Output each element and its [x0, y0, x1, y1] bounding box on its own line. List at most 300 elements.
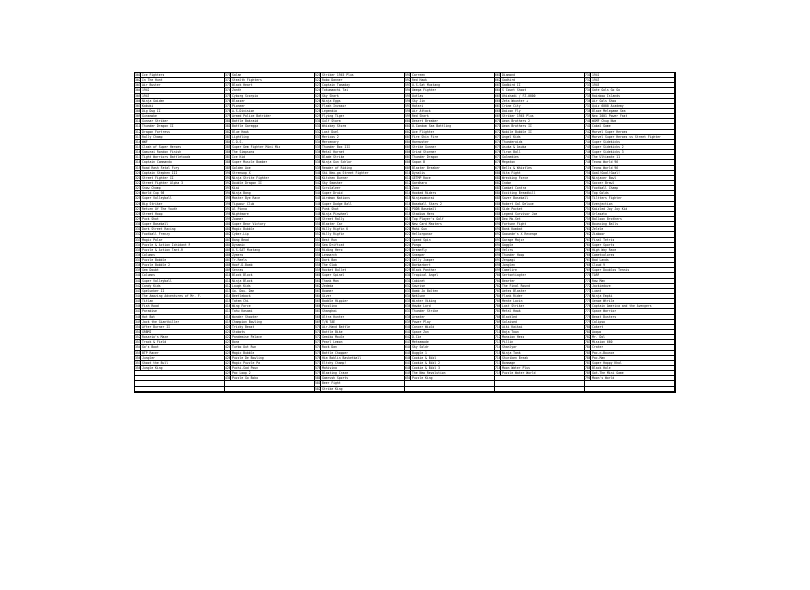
game-number: 549 [315, 216, 321, 221]
game-title: Super Muscle Bomber [232, 160, 268, 165]
game-number: 523 [315, 83, 321, 88]
game-title: Baseball Stars 2 [412, 201, 442, 206]
game-entry [225, 387, 315, 392]
game-number: 538 [315, 160, 321, 165]
game-title: In The Hunt [142, 78, 163, 83]
game-title: Bells & Whistles [502, 165, 532, 170]
game-entry [495, 387, 585, 392]
game-number: 397 [225, 206, 231, 211]
game-number: 325 [135, 196, 141, 201]
game-number: 712 [495, 335, 501, 340]
game-number: 789 [585, 371, 591, 376]
game-number: 624 [405, 242, 411, 247]
game-number: 775 [585, 299, 591, 304]
game-number: 757 [585, 206, 591, 211]
game-number: 592 [405, 78, 411, 83]
game-title: Shanlyar [502, 345, 517, 350]
game-number: 601 [405, 124, 411, 129]
game-number: 664 [495, 88, 501, 93]
game-number: 522 [315, 78, 321, 83]
game-title: Side Pocket [502, 206, 523, 211]
game-number: 409 [225, 268, 231, 273]
game-title: Aetes Blaster [502, 288, 527, 293]
game-title: Speed Spin [412, 237, 431, 242]
game-number: 632 [405, 283, 411, 288]
game-number: 355 [135, 350, 141, 355]
game-title: Boomer [322, 288, 334, 293]
game-number: 408 [225, 263, 231, 268]
game-number: 716 [495, 355, 501, 360]
game-number: 345 [135, 299, 141, 304]
game-title: Battle Garegga [232, 124, 259, 129]
game-number: 415 [225, 299, 231, 304]
game-number: 553 [315, 237, 321, 242]
game-number: 420 [225, 324, 231, 329]
game-number: 334 [135, 242, 141, 247]
game-title: Gelly Jumper [412, 258, 435, 263]
game-title: Whiskey Storm [322, 124, 347, 129]
game-title: Cookie & Bibl [412, 355, 437, 360]
game-number: 330 [135, 222, 141, 227]
game-title: Final Tetris [592, 237, 615, 242]
game-number: 576 [315, 355, 321, 360]
game-title: Al Pinna [232, 206, 247, 211]
game-title: Space Warrior [592, 309, 617, 314]
game-title: Beetleback [232, 294, 251, 299]
game-number: 754 [585, 191, 591, 196]
game-number: 392 [225, 180, 231, 185]
game-number: 582 [315, 386, 321, 391]
game-title: Legend Survivor Joe [502, 211, 538, 216]
game-title: Gunsmoke [142, 114, 157, 119]
game-number: 315 [135, 144, 141, 149]
game-number: 756 [585, 201, 591, 206]
game-title: Daicon Fly [502, 108, 521, 113]
game-number: 318 [135, 160, 141, 165]
game-number: 785 [585, 350, 591, 355]
game-title: Blackled [502, 314, 517, 319]
game-title: Crime City [502, 103, 521, 108]
game-title: New Card Masters [412, 222, 442, 227]
game-number: 529 [315, 114, 321, 119]
game-title: Super Sidekicks [592, 139, 620, 144]
game-title: Neklune [412, 294, 426, 299]
game-number: 407 [225, 258, 231, 263]
game-title: Wrecking Force [502, 175, 529, 180]
game-title: Scrolaleer [322, 186, 341, 191]
game-title: Spelunker II [142, 288, 165, 293]
game-title: Hellorganar [412, 232, 433, 237]
game-title: Cloud 9 [592, 263, 606, 268]
game-number: 543 [315, 186, 321, 191]
game-title: Bank Kombat [502, 227, 523, 232]
game-title: Kaizled Joy Joy Kid [592, 206, 628, 211]
game-title: WWF [142, 139, 148, 144]
game-number: 322 [135, 180, 141, 185]
game-title: Street Hoop [142, 211, 163, 216]
game-number: 764 [585, 242, 591, 247]
game-title: Dragon Fortress [142, 129, 170, 134]
game-number: 419 [225, 319, 231, 324]
game-title: Fish Road [142, 304, 159, 309]
game-title: Dig Dug II [142, 108, 161, 113]
game-title: Return Of The Youth [142, 206, 178, 211]
game-title: Rosario's Maze [142, 335, 169, 340]
game-title: Super Bear Victory [232, 222, 266, 227]
game-title: Desert Breaker [412, 119, 439, 124]
game-title: Hot Bot [142, 314, 156, 319]
game-number: 717 [495, 360, 501, 365]
game-title: Air Attack [412, 108, 431, 113]
game-title: Super Druid [322, 191, 343, 196]
game-number: 671 [495, 124, 501, 129]
game-title: Thunder Box III [322, 144, 350, 149]
game-title: Sea Driftcat [322, 242, 345, 247]
game-title: Super Doublos Tennis [592, 268, 630, 273]
game-title: Go. Dou. Dan [232, 288, 255, 293]
game-number: 610 [405, 170, 411, 175]
game-title: Puchi-Sad Poun [232, 366, 259, 371]
game-title: Senras [232, 268, 244, 273]
game-number: 351 [135, 330, 141, 335]
game-title: Hawke Lord [412, 304, 431, 309]
game-title: Zeta Wounter + [502, 98, 529, 103]
game-number: 735 [585, 93, 591, 98]
game-title: Gardhara [412, 180, 427, 185]
game-title: Ski Neo-ga Street Fighter [322, 170, 369, 175]
game-title: Ziaboor [592, 232, 606, 237]
game-number: 428 [225, 366, 231, 371]
game-title: Jungle King [142, 366, 163, 371]
game-number: 623 [405, 237, 411, 242]
game-title: Uhishadi / FZ-0000 [502, 93, 536, 98]
game-title: Stobots [232, 330, 246, 335]
game-number: 350 [135, 324, 141, 329]
game-number: 780 [585, 324, 591, 329]
game-title: Ninja Gun Schlor [322, 160, 352, 165]
game-number: 668 [495, 108, 501, 113]
game-title: Gadhird [502, 78, 516, 83]
game-title: Mahivina [322, 366, 337, 371]
game-number: 602 [405, 129, 411, 134]
game-number: 637 [405, 309, 411, 314]
game-number: 701 [495, 278, 501, 283]
game-number: 711 [495, 330, 501, 335]
game-number: 770 [585, 273, 591, 278]
game-title: Ninja Bang [232, 191, 251, 196]
game-number: 697 [495, 258, 501, 263]
game-title: Gemiko Moule [322, 335, 345, 340]
game-number: 685 [495, 196, 501, 201]
game-number: 326 [135, 201, 141, 206]
game-title: Blaze Melegame Sea [592, 108, 626, 113]
game-number: 385 [225, 144, 231, 149]
game-title: 1945 [592, 83, 600, 88]
game-title: 1943 [592, 78, 600, 83]
game-title: Thunder Dragon II [142, 124, 174, 129]
game-number: 353 [135, 340, 141, 345]
game-number: 310 [135, 119, 141, 124]
game-number: 410 [225, 273, 231, 278]
game-title: Harmuster [412, 139, 429, 144]
game-title: Rainbow Islands [592, 93, 620, 98]
game-number: 340 [135, 273, 141, 278]
game-number: 666 [495, 98, 501, 103]
game-title: Sawrise [412, 283, 426, 288]
game-number: 563 [315, 288, 321, 293]
game-title: Beer Fight [322, 381, 341, 386]
game-title: Captain Commando [142, 160, 172, 165]
game-number: 683 [495, 186, 501, 191]
game-number: 694 [495, 242, 501, 247]
game-number: 616 [405, 201, 411, 206]
game-number: 665 [495, 93, 501, 98]
game-number: 569 [315, 319, 321, 324]
game-title: Tr.Reels [232, 258, 247, 263]
game-title: Hilly Rigfin [322, 232, 345, 237]
game-number: 426 [225, 355, 231, 360]
game-number: 663 [495, 83, 501, 88]
game-number: 303 [135, 83, 141, 88]
game-title: Grlasato [592, 211, 607, 216]
game-number: 745 [585, 144, 591, 149]
game-title: Dynalis [412, 170, 426, 175]
game-number: 304 [135, 88, 141, 93]
game-title: Golden Axe [232, 165, 251, 170]
game-number: 781 [585, 330, 591, 335]
game-number: 698 [495, 263, 501, 268]
game-number: 358 [135, 366, 141, 371]
game-title: Super Sports [592, 242, 615, 247]
game-title: Blade Strike [322, 155, 345, 160]
game-number: 413 [225, 288, 231, 293]
game-number: 732 [585, 78, 591, 83]
game-title: Angel Kids [502, 134, 521, 139]
game-title: Him Boklin Basketball [322, 355, 362, 360]
game-title: Meteamode [412, 340, 429, 345]
game-title: Rock Dan [322, 345, 337, 350]
game-number: 630 [405, 273, 411, 278]
game-title: Quiz 6000 Academy [592, 103, 624, 108]
game-number: 669 [495, 114, 501, 119]
game-number: 738 [585, 108, 591, 113]
game-number: 615 [405, 196, 411, 201]
game-number: 373 [225, 83, 231, 88]
game-number: 391 [225, 175, 231, 180]
game-title: U.S.Sat Mustang [412, 83, 440, 88]
game-title: Airdmon Nations [322, 196, 350, 201]
game-title: Thunderoids [502, 139, 523, 144]
game-number: 561 [315, 278, 321, 283]
game-number: 766 [585, 252, 591, 257]
game-number: 640 [405, 324, 411, 329]
game-title: Buggle 1 [412, 350, 427, 355]
game-number: 755 [585, 196, 591, 201]
game-number: 739 [585, 114, 591, 119]
game-title: Bone [232, 340, 240, 345]
game-title: Indon [502, 180, 512, 185]
game-title: Super Volleyball [142, 196, 172, 201]
game-title: Zededa [322, 283, 334, 288]
game-number: 342 [135, 283, 141, 288]
game-title: Samurai Rondon Finish [142, 150, 182, 155]
game-title: The Simpsons [232, 150, 255, 155]
game-number: 398 [225, 211, 231, 216]
game-title: Laugh Kids [232, 283, 251, 288]
game-number: 752 [585, 180, 591, 185]
game-number: 675 [495, 144, 501, 149]
game-number: 740 [585, 119, 591, 124]
game-title: Paradise [142, 309, 157, 314]
game-title: T/N TAE [322, 319, 336, 324]
game-title: Super Happy Khol [592, 360, 622, 365]
game-number: 374 [225, 88, 231, 93]
game-number: 639 [405, 319, 411, 324]
game-title: WGMF Chug Num [592, 119, 617, 124]
game-number: 305 [135, 93, 141, 98]
game-title: Blue Hawk [232, 129, 249, 134]
game-number: 344 [135, 294, 141, 299]
game-title: Titlan [142, 299, 154, 304]
game-title: The New Revolution [412, 371, 446, 376]
game-title: Puzzle & Action Tant-R [142, 247, 183, 252]
game-number: 594 [405, 88, 411, 93]
game-title: Super Volleyball [142, 278, 172, 283]
game-number: 681 [495, 175, 501, 180]
game-list-table [135, 73, 675, 392]
game-title: Bomb Jo Bolten [412, 288, 439, 293]
game-title: Gem Doubt [142, 268, 159, 273]
game-title: Solaised [502, 319, 517, 324]
game-title: Magic Bubble [232, 227, 255, 232]
game-title: Exciting Breadkill [502, 191, 536, 196]
game-number: 327 [135, 206, 141, 211]
game-number: 375 [225, 93, 231, 98]
game-title: Ninja Tank [502, 350, 521, 355]
game-number: 625 [405, 247, 411, 252]
game-title: Sky Jin [412, 98, 426, 103]
game-title: Crater [592, 345, 604, 350]
game-number: 427 [225, 360, 231, 365]
game-number: 559 [315, 268, 321, 273]
game-title: Ninja Eggs [322, 98, 341, 103]
game-title: The Glob [322, 263, 337, 268]
game-number: 646 [405, 355, 411, 360]
game-title: Double Dragon II [232, 180, 262, 185]
game-number: 332 [135, 232, 141, 237]
game-number: 779 [585, 319, 591, 324]
game-title: Gaggle [502, 242, 514, 247]
game-number: 689 [495, 216, 501, 221]
game-title: Dark Ban [322, 258, 337, 263]
game-number: 741 [585, 124, 591, 129]
game-title: Football Champ [592, 186, 619, 191]
game-title: Xenoe Wtrile [592, 299, 615, 304]
game-title: Robo Danner [322, 78, 343, 83]
game-title: Salam [232, 73, 242, 77]
game-number: 338 [135, 263, 141, 268]
game-number: 605 [405, 144, 411, 149]
game-number: 677 [495, 155, 501, 160]
game-number: 333 [135, 237, 141, 242]
game-title: Tatem Chi [232, 299, 249, 304]
game-number: 607 [405, 155, 411, 160]
game-number: 737 [585, 103, 591, 108]
game-title: Magic Polar [142, 237, 163, 242]
game-number: 535 [315, 144, 321, 149]
game-number: 763 [585, 237, 591, 242]
game-number: 347 [135, 309, 141, 314]
game-title: Rally Champ [142, 134, 163, 139]
game-number: 638 [405, 314, 411, 319]
game-title: Ninja Empki [592, 294, 613, 299]
game-number: 570 [315, 324, 321, 329]
game-number: 621 [405, 227, 411, 232]
game-title: World Cup 98 [142, 191, 165, 196]
game-number: 316 [135, 150, 141, 155]
game-title: Candy Kids [142, 283, 161, 288]
game-title: Dark Street Racing [142, 227, 176, 232]
game-title: Aiki Kaikai [502, 324, 523, 329]
game-title: Battle Chopper [322, 350, 349, 355]
game-number: 597 [405, 103, 411, 108]
game-number: 649 [405, 371, 411, 376]
game-number: 565 [315, 299, 321, 304]
game-title: Go's Boot [142, 345, 159, 350]
game-number: 533 [315, 134, 321, 139]
game-title: Nightmare [232, 211, 249, 216]
game-number: 788 [585, 366, 591, 371]
game-number: 608 [405, 160, 411, 165]
game-title: Robert Gal Deluxe [502, 201, 534, 206]
game-number: 384 [225, 139, 231, 144]
game-number: 777 [585, 309, 591, 314]
game-title: The Ultimate 11 [592, 155, 620, 160]
game-title: Tecmo World 96 [592, 165, 619, 170]
game-number: 690 [495, 222, 501, 227]
game-title: D-Cie [412, 335, 422, 340]
game-number: 704 [495, 294, 501, 299]
game-title: Saver Baseball [502, 196, 529, 201]
game-title: Grind Stormer [412, 150, 437, 155]
game-number: 389 [225, 165, 231, 170]
game-title: The Final Round [502, 283, 530, 288]
game-title: Pac-Man [592, 355, 606, 360]
game-number: 556 [315, 252, 321, 257]
game-number: 573 [315, 340, 321, 345]
game-number: 416 [225, 304, 231, 309]
game-title: Sky Soldr [412, 345, 429, 350]
game-number: 402 [225, 232, 231, 237]
game-title: Legendia [322, 108, 337, 113]
game-number: 734 [585, 88, 591, 93]
game-title: Winter Viking [412, 299, 437, 304]
game-title: Cookie & Bibl 3 [412, 366, 440, 371]
game-number: 339 [135, 268, 141, 273]
game-title: Luant [592, 288, 602, 293]
game-title: Aeon Brothers 2 [502, 119, 530, 124]
game-number: 626 [405, 252, 411, 257]
game-title: Thunder Hoop [502, 252, 525, 257]
game-title: Reader of Riding [322, 165, 352, 170]
game-number: 636 [405, 304, 411, 309]
game-number: 643 [405, 340, 411, 345]
game-number: 422 [225, 335, 231, 340]
game-number: 719 [495, 371, 501, 376]
game-title: Gulf Storm [322, 119, 341, 124]
game-number: 703 [495, 288, 501, 293]
game-title: 1942 [142, 88, 150, 93]
